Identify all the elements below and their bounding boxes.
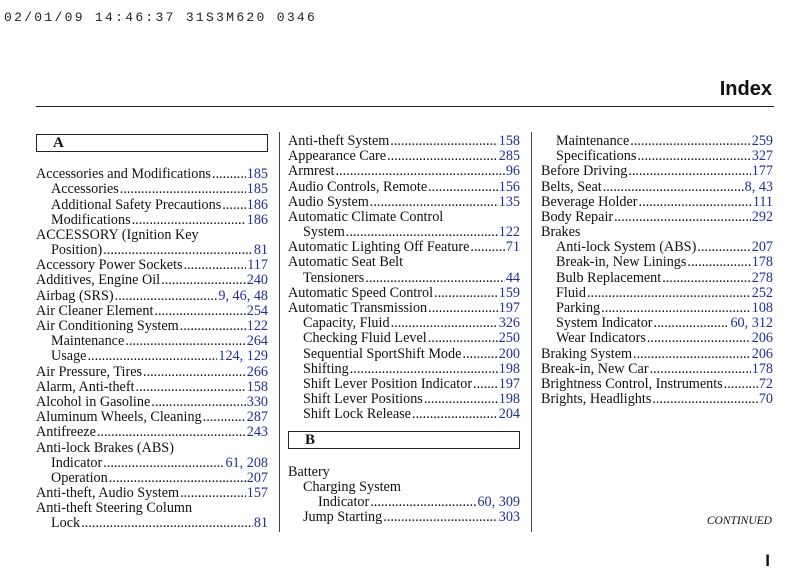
- index-entry: [36, 274, 268, 289]
- page-reference-link[interactable]: 159: [498, 284, 520, 301]
- entry-text: Body Repair: [541, 208, 614, 225]
- entry-text: Additional Safety Precautions: [51, 196, 222, 213]
- index-entry: [36, 198, 268, 213]
- page-reference-link[interactable]: 200: [498, 345, 520, 362]
- entry-text: Airbag (SRS): [36, 287, 114, 304]
- page-reference-link[interactable]: 240: [246, 272, 268, 289]
- dot-leader: [136, 380, 246, 395]
- dot-leader: [132, 213, 246, 228]
- dot-leader: [633, 347, 751, 362]
- index-entry: [541, 377, 773, 392]
- page-reference-link[interactable]: 207: [246, 469, 268, 486]
- dot-leader: [370, 495, 476, 510]
- entry-text: Anti-theft Steering Column: [36, 500, 193, 517]
- index-entry: [541, 347, 773, 362]
- dot-leader: [212, 167, 246, 182]
- entry-text: Belts, Seat: [541, 178, 602, 195]
- index-entry-list: [541, 134, 773, 407]
- dot-leader: [350, 362, 498, 377]
- entry-text: Anti-lock System (ABS): [556, 239, 697, 256]
- dot-leader: [601, 301, 751, 316]
- entry-text: Beverage Holder: [541, 193, 638, 210]
- dot-leader: [103, 456, 224, 471]
- index-entry: [288, 240, 520, 255]
- index-entry: [36, 289, 268, 304]
- page-reference-link[interactable]: 60, 309: [477, 493, 520, 510]
- index-entry-list: [288, 134, 520, 423]
- dot-leader: [109, 471, 246, 486]
- dot-leader: [628, 164, 750, 179]
- dot-leader: [428, 331, 498, 346]
- index-entry: [288, 180, 520, 195]
- dot-leader: [143, 365, 246, 380]
- entry-text: Modifications: [51, 211, 131, 228]
- page-reference-link[interactable]: 287: [246, 409, 268, 426]
- index-entry: [541, 240, 773, 255]
- index-entry: [288, 149, 520, 164]
- index-entry: [541, 195, 773, 210]
- index-entry: [288, 301, 520, 316]
- dot-leader: [154, 304, 245, 319]
- dot-leader: [650, 362, 751, 377]
- index-entry: [36, 441, 268, 456]
- dot-leader: [383, 510, 498, 525]
- entry-text: Capacity, Fluid: [303, 315, 390, 332]
- index-entry: [36, 334, 268, 349]
- dot-leader: [630, 134, 750, 149]
- index-entry: [288, 134, 520, 149]
- page-reference-link[interactable]: 177: [751, 163, 773, 180]
- index-entry: [288, 480, 520, 495]
- index-entry: [541, 134, 773, 149]
- section-header-b: B: [288, 431, 520, 449]
- page-reference-link[interactable]: 254: [246, 302, 268, 319]
- dot-leader: [662, 271, 751, 286]
- entry-text: Alarm, Anti-theft: [36, 378, 135, 395]
- page-reference-link[interactable]: 81: [253, 242, 268, 259]
- index-entry: [36, 349, 268, 364]
- index-entry: [541, 362, 773, 377]
- entry-text: Before Driving: [541, 163, 628, 180]
- dot-leader: [424, 392, 498, 407]
- dot-leader: [647, 331, 751, 346]
- index-entry: [36, 501, 268, 516]
- index-entry: [36, 228, 268, 243]
- index-entry: [541, 225, 773, 240]
- page-reference-link[interactable]: 124, 129: [218, 348, 268, 365]
- index-entry: [288, 495, 520, 510]
- index-entry: [541, 210, 773, 225]
- index-entry: [36, 456, 268, 471]
- index-entry: [541, 180, 773, 195]
- index-entry: [36, 517, 268, 532]
- index-entry: [288, 331, 520, 346]
- dot-leader: [115, 289, 218, 304]
- entry-text: Maintenance: [51, 333, 125, 350]
- entry-text: Specifications: [556, 148, 637, 165]
- index-entry-list: [36, 167, 268, 532]
- index-column-1: [36, 134, 268, 532]
- page-reference-link[interactable]: 278: [751, 269, 773, 286]
- entry-text: Battery: [288, 463, 330, 480]
- entry-text: Anti-theft, Audio System: [36, 485, 180, 502]
- entry-text: Brights, Headlights: [541, 391, 652, 408]
- index-entry: [36, 258, 268, 273]
- index-entry: [36, 380, 268, 395]
- page-reference-link[interactable]: 206: [751, 345, 773, 362]
- entry-text: Automatic Transmission: [288, 300, 428, 317]
- page-reference-link[interactable]: 72: [758, 375, 773, 392]
- entry-text: Air Conditioning System: [36, 318, 179, 335]
- index-entry: [288, 271, 520, 286]
- entry-text: Wear Indicators: [556, 330, 646, 347]
- index-entry: [36, 365, 268, 380]
- index-entry: [541, 271, 773, 286]
- dot-leader: [161, 273, 246, 288]
- index-entry: [36, 471, 268, 486]
- dot-leader: [184, 258, 247, 273]
- page-reference-link[interactable]: 292: [751, 208, 773, 225]
- entry-text: Aluminum Wheels, Cleaning: [36, 409, 202, 426]
- column-divider: [531, 132, 532, 532]
- entry-text: Position): [51, 242, 103, 259]
- page-reference-link[interactable]: 71: [505, 239, 520, 256]
- entry-text: Anti-theft System: [288, 132, 390, 149]
- entry-text: Break-in, New Linings: [556, 254, 687, 271]
- entry-text: Tensioners: [303, 269, 365, 286]
- entry-text: Additives, Engine Oil: [36, 272, 161, 289]
- dot-leader: [434, 286, 498, 301]
- page-reference-link[interactable]: 9, 46, 48: [218, 287, 268, 304]
- entry-text: Lock: [51, 515, 81, 532]
- entry-text: Armrest: [288, 163, 335, 180]
- page-reference-link[interactable]: 252: [751, 284, 773, 301]
- entry-text: Anti-lock Brakes (ABS): [36, 439, 174, 456]
- page-reference-link[interactable]: 326: [498, 315, 520, 332]
- continued-label: CONTINUED: [706, 515, 772, 527]
- dot-leader: [412, 407, 498, 422]
- index-entry: [288, 510, 520, 525]
- page-reference-link[interactable]: 61, 208: [225, 454, 268, 471]
- dot-leader: [462, 347, 497, 362]
- page-reference-link[interactable]: 158: [246, 378, 268, 395]
- index-entry: [288, 392, 520, 407]
- page-reference-link[interactable]: 197: [498, 375, 520, 392]
- dot-leader: [222, 198, 246, 213]
- entry-text: Accessories and Modifications: [36, 166, 211, 183]
- dot-leader: [652, 392, 757, 407]
- dot-leader: [724, 377, 758, 392]
- index-entry: [288, 286, 520, 301]
- entry-text: Operation: [51, 469, 108, 486]
- page-reference-link[interactable]: 157: [246, 485, 268, 502]
- page-reference-link[interactable]: 135: [498, 193, 520, 210]
- entry-text: Shift Lock Release: [303, 406, 411, 423]
- entry-text: System: [303, 224, 345, 241]
- page-reference-link[interactable]: 285: [498, 148, 520, 165]
- page-reference-link[interactable]: 60, 312: [730, 315, 773, 332]
- dot-leader: [125, 334, 245, 349]
- page-reference-link[interactable]: 122: [498, 224, 520, 241]
- page-reference-link[interactable]: 8, 43: [744, 178, 773, 195]
- page-reference-link[interactable]: 122: [246, 318, 268, 335]
- index-entry: [541, 331, 773, 346]
- page-reference-link[interactable]: 158: [498, 132, 520, 149]
- index-entry: [288, 195, 520, 210]
- index-entry: [288, 316, 520, 331]
- index-column-2: [288, 134, 520, 525]
- title-rule: [36, 106, 774, 107]
- entry-text: Break-in, New Car: [541, 360, 649, 377]
- index-entry: [288, 377, 520, 392]
- dot-leader: [180, 319, 246, 334]
- entry-text: Parking: [556, 300, 601, 317]
- entry-text: System Indicator: [556, 315, 653, 332]
- entry-text: Brightness Control, Instruments: [541, 375, 723, 392]
- entry-text: Indicator: [318, 493, 370, 510]
- entry-text: Usage: [51, 348, 87, 365]
- dot-leader: [336, 164, 505, 179]
- index-entry: [36, 410, 268, 425]
- entry-text: Charging System: [303, 478, 401, 495]
- page-reference-link[interactable]: 264: [246, 333, 268, 350]
- page-reference-link[interactable]: 111: [752, 193, 773, 210]
- entry-text: Shifting: [303, 360, 349, 377]
- dot-leader: [587, 286, 751, 301]
- index-entry: [288, 465, 520, 480]
- entry-text: Automatic Seat Belt: [288, 254, 404, 271]
- page-reference-link[interactable]: 206: [751, 330, 773, 347]
- entry-text: Automatic Speed Control: [288, 284, 434, 301]
- dot-leader: [391, 316, 498, 331]
- entry-text: Air Cleaner Element: [36, 302, 154, 319]
- entry-text: Accessories: [51, 181, 119, 198]
- index-entry: [36, 395, 268, 410]
- entry-text: Shift Lever Position Indicator: [303, 375, 473, 392]
- dot-leader: [473, 377, 498, 392]
- index-entry: [541, 256, 773, 271]
- page-marker: I: [765, 551, 770, 570]
- index-entry: [36, 213, 268, 228]
- index-entry: [541, 316, 773, 331]
- entry-text: Brakes: [541, 224, 581, 241]
- dot-leader: [151, 395, 245, 410]
- entry-text: Braking System: [541, 345, 633, 362]
- dot-leader: [346, 225, 498, 240]
- page-reference-link[interactable]: 327: [751, 148, 773, 165]
- entry-text: Sequential SportShift Mode: [303, 345, 462, 362]
- page-reference-link[interactable]: 250: [498, 330, 520, 347]
- entry-text: Automatic Lighting Off Feature: [288, 239, 470, 256]
- index-entry: [541, 392, 773, 407]
- page-reference-link[interactable]: 198: [498, 360, 520, 377]
- index-column-3: [541, 134, 773, 407]
- page-reference-link[interactable]: 330: [246, 393, 268, 410]
- page-reference-link[interactable]: 259: [751, 132, 773, 149]
- page-reference-link[interactable]: 204: [498, 406, 520, 423]
- page-title: Index: [719, 78, 772, 100]
- dot-leader: [390, 134, 497, 149]
- index-entry: [36, 425, 268, 440]
- index-entry: [288, 256, 520, 271]
- page-reference-link[interactable]: 198: [498, 391, 520, 408]
- page-reference-link[interactable]: 44: [505, 269, 520, 286]
- entry-text: Indicator: [51, 454, 103, 471]
- dot-leader: [120, 182, 246, 197]
- entry-text: ACCESSORY (Ignition Key: [36, 226, 199, 243]
- entry-text: Antifreeze: [36, 424, 96, 441]
- page-reference-link[interactable]: 185: [246, 166, 268, 183]
- index-entry: [541, 149, 773, 164]
- index-entry: [288, 347, 520, 362]
- page-reference-link[interactable]: 117: [247, 257, 268, 274]
- entry-text: Accessory Power Sockets: [36, 257, 183, 274]
- index-entry: [541, 301, 773, 316]
- dot-leader: [387, 149, 498, 164]
- entry-text: Jump Starting: [303, 509, 383, 526]
- index-entry: [36, 167, 268, 182]
- index-entry-list: [288, 465, 520, 526]
- entry-text: Automatic Climate Control: [288, 208, 444, 225]
- dot-leader: [614, 210, 751, 225]
- entry-text: Alcohol in Gasoline: [36, 393, 151, 410]
- page-reference-link[interactable]: 108: [751, 300, 773, 317]
- entry-text: Maintenance: [556, 132, 630, 149]
- dot-leader: [654, 316, 730, 331]
- page-reference-link[interactable]: 70: [758, 391, 773, 408]
- column-divider: [279, 132, 280, 532]
- page-reference-link[interactable]: 81: [253, 515, 268, 532]
- index-entry: [36, 182, 268, 197]
- dot-leader: [687, 255, 750, 270]
- index-entry: [36, 243, 268, 258]
- page-reference-link[interactable]: 266: [246, 363, 268, 380]
- index-entry: [288, 164, 520, 179]
- page-reference-link[interactable]: 303: [498, 509, 520, 526]
- page-reference-link[interactable]: 186: [246, 196, 268, 213]
- dot-leader: [97, 425, 246, 440]
- index-entry: [36, 304, 268, 319]
- dot-leader: [639, 195, 752, 210]
- index-entry: [288, 210, 520, 225]
- dot-leader: [428, 180, 498, 195]
- entry-text: Audio System: [288, 193, 369, 210]
- dot-leader: [87, 349, 217, 364]
- page-reference-link[interactable]: 185: [246, 181, 268, 198]
- page-reference-link[interactable]: 178: [751, 360, 773, 377]
- index-entry: [288, 225, 520, 240]
- index-entry: [541, 286, 773, 301]
- dot-leader: [697, 240, 750, 255]
- page-reference-link[interactable]: 207: [751, 239, 773, 256]
- page-reference-link[interactable]: 156: [498, 178, 520, 195]
- index-entry: [36, 319, 268, 334]
- dot-leader: [180, 486, 246, 501]
- dot-leader: [470, 240, 504, 255]
- page-reference-link[interactable]: 178: [751, 254, 773, 271]
- index-entry: [541, 164, 773, 179]
- entry-text: Air Pressure, Tires: [36, 363, 143, 380]
- dot-leader: [103, 243, 253, 258]
- dot-leader: [81, 516, 253, 531]
- entry-text: Bulb Replacement: [556, 269, 662, 286]
- dot-leader: [370, 195, 498, 210]
- dot-leader: [428, 301, 498, 316]
- dot-leader: [637, 149, 750, 164]
- entry-text: Shift Lever Positions: [303, 391, 423, 408]
- index-entry: [36, 486, 268, 501]
- entry-text: Checking Fluid Level: [303, 330, 427, 347]
- entry-text: Appearance Care: [288, 148, 387, 165]
- print-header: 02/01/09 14:46:37 31S3M620 0346: [4, 10, 318, 25]
- page-reference-link[interactable]: 197: [498, 300, 520, 317]
- entry-text: Audio Controls, Remote: [288, 178, 428, 195]
- index-entry: [288, 362, 520, 377]
- index-entry: [288, 407, 520, 422]
- page-reference-link[interactable]: 243: [246, 424, 268, 441]
- dot-leader: [365, 271, 505, 286]
- entry-text: Fluid: [556, 284, 586, 301]
- dot-leader: [203, 410, 246, 425]
- page-reference-link[interactable]: 186: [246, 211, 268, 228]
- page-reference-link[interactable]: 96: [505, 163, 520, 180]
- dot-leader: [603, 180, 744, 195]
- section-header-a: A: [36, 134, 268, 152]
